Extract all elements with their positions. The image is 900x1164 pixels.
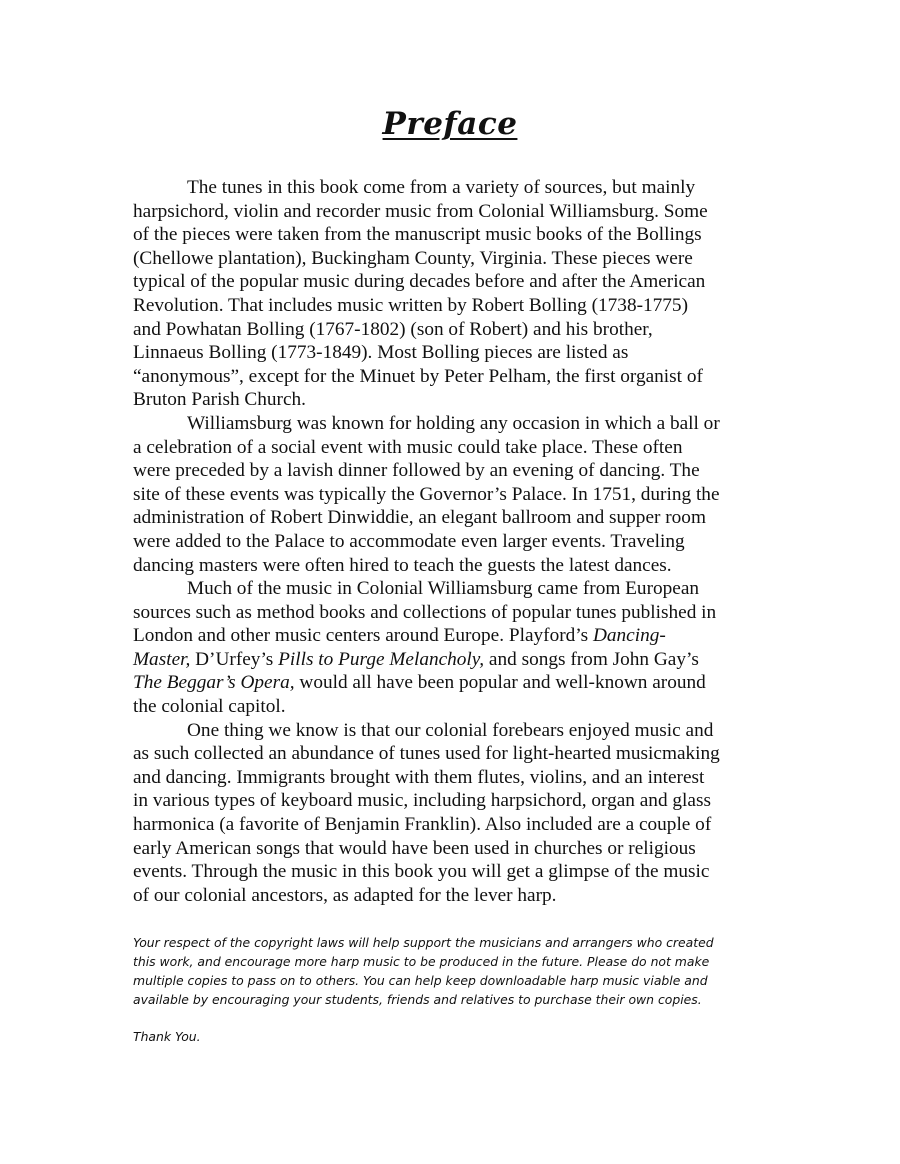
text-line: in various types of keyboard music, including harpsichord, organ and glass xyxy=(133,790,711,812)
text-line: and Powhatan Bolling (1767-1802) (son of Robert) and his brother, xyxy=(133,318,653,340)
text-line: Williamsburg was known for holding any occasion in which a ball or xyxy=(187,412,720,434)
paragraph-4 xyxy=(133,719,773,908)
page-title: Preface xyxy=(382,106,518,142)
text-line: harmonica (a favorite of Benjamin Franklin). Also included are a couple of xyxy=(133,814,712,836)
preface-body xyxy=(133,176,773,907)
text-line: One thing we know is that our colonial forebears enjoyed music and xyxy=(187,719,714,741)
text-line: of the pieces were taken from the manuscript music books of the Bollings xyxy=(133,224,702,246)
text-fragment: D’Urfey’s xyxy=(190,648,279,670)
text-line: The tunes in this book come from a variety of sources, but mainly xyxy=(187,177,696,198)
text-line: as such collected an abundance of tunes used for light-hearted musicmaking xyxy=(133,743,720,765)
note-line: multiple copies to pass on to others. You can help keep downloadable harp music viable and xyxy=(133,973,708,988)
text-line: “anonymous”, except for the Minuet by Peter Pelham, the first organist of xyxy=(133,365,703,387)
book-title: Pills to Purge Melancholy, xyxy=(278,648,485,670)
text-line: Bruton Parish Church. xyxy=(133,389,306,411)
book-title: The Beggar’s Opera, xyxy=(133,672,295,694)
note-line: this work, and encourage more harp music to be produced in the future. Please do not make xyxy=(133,954,710,969)
text-line: of our colonial ancestors, as adapted for the lever harp. xyxy=(133,884,557,906)
text-line: Much of the music in Colonial Williamsburg came from European xyxy=(187,578,700,600)
text-line: administration of Robert Dinwiddie, an elegant ballroom and supper room xyxy=(133,507,706,529)
text-line: (Chellowe plantation), Buckingham County, Virginia. These pieces were xyxy=(133,247,693,269)
text-line: a celebration of a social event with music could take place. These often xyxy=(133,436,683,458)
paragraph-1 xyxy=(133,176,773,412)
text-line: harpsichord, violin and recorder music from Colonial Williamsburg. Some xyxy=(133,200,708,222)
text-line: dancing masters were often hired to teach the guests the latest dances. xyxy=(133,554,672,576)
paragraph-3 xyxy=(133,577,773,719)
copyright-note xyxy=(133,933,773,1009)
book-title-fragment: Master, xyxy=(133,648,191,670)
text-line: typical of the popular music during decades before and after the American xyxy=(133,271,706,293)
note-line: Your respect of the copyright laws will help support the musicians and arrangers who created xyxy=(133,935,714,950)
text-line: were added to the Palace to accommodate even larger events. Traveling xyxy=(133,530,685,552)
paragraph-2 xyxy=(133,412,773,577)
text-line: and dancing. Immigrants brought with them flutes, violins, and an interest xyxy=(133,766,705,788)
text-line: Linnaeus Bolling (1773-1849). Most Bolling pieces are listed as xyxy=(133,342,629,364)
text-line: events. Through the music in this book you will get a glimpse of the music xyxy=(133,861,710,883)
text-line: sources such as method books and collections of popular tunes published in xyxy=(133,601,717,623)
thank-you-text: Thank You. xyxy=(133,1029,201,1044)
text-fragment: would all have been popular and well-known around xyxy=(294,672,706,694)
note-line: available by encouraging your students, friends and relatives to purchase their own copies. xyxy=(133,992,702,1007)
text-line: site of these events was typically the Governor’s Palace. In 1751, during the xyxy=(133,483,720,505)
text-fragment: and songs from John Gay’s xyxy=(484,648,699,670)
text-line: were preceded by a lavish dinner followed by an evening of dancing. The xyxy=(133,460,700,482)
text-line: early American songs that would have been used in churches or religious xyxy=(133,837,696,859)
text-fragment: London and other music centers around Europe. Playford’s xyxy=(133,625,593,647)
text-line: the colonial capitol. xyxy=(133,696,286,718)
book-title-fragment: Dancing- xyxy=(592,625,666,647)
text-line: Revolution. That includes music written by Robert Bolling (1738-1775) xyxy=(133,294,688,316)
